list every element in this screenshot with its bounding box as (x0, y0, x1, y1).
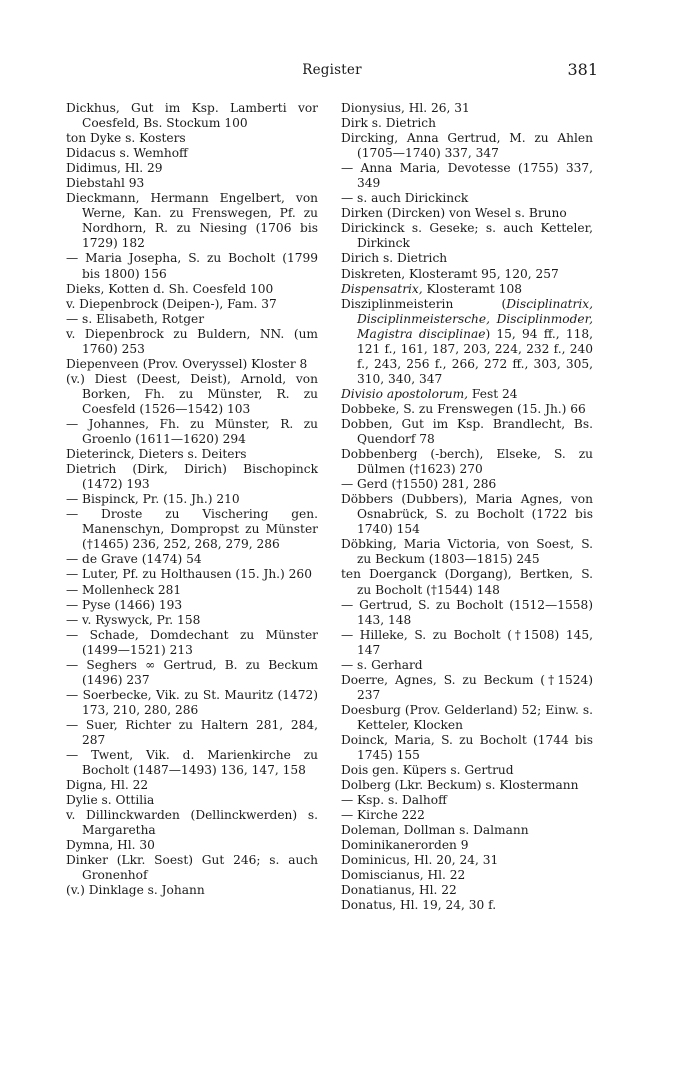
index-entry: — s. Elisabeth, Rotger (66, 311, 205, 326)
index-entry: Didacus s. Wemhoff (66, 146, 188, 161)
entry-text: ten Doerganck (Dorgang), Bertken, S. zu Bocholt (†1544) 148 (341, 567, 593, 597)
index-entry: Dylie s. Ottilia (66, 793, 155, 808)
index-entry (341, 567, 593, 597)
index-entry: — Soerbecke, Vik. zu St. Mauritz (1472) 173, 210, 280, 286 (66, 687, 318, 717)
index-entry: — Bispinck, Pr. (15. Jh.) 210 (66, 492, 240, 507)
entry-text: Dionysius, Hl. 26, 31 (341, 101, 470, 115)
index-entry: Dinker (Lkr. Soest) Gut 246; s. auch Gronenhof (66, 853, 318, 883)
index-entry: v. Diepenbrock zu Buldern, NN. (um 1760) 253 (66, 326, 318, 356)
entry-text: Disziplinmeisterin ( (341, 296, 507, 311)
index-entry (341, 658, 593, 673)
entry-text: Doinck, Maria, S. zu Bocholt (1744 bis 1745) 155 (341, 732, 593, 763)
index-entry (341, 131, 593, 161)
index-entry: — Suer, Richter zu Haltern 281, 284, 287 (66, 717, 318, 747)
index-entry: — Seghers ∞ Gertrud, B. zu Beckum (1496) 237 (66, 657, 318, 687)
entry-text: Doleman, Dollman s. Dalmann (341, 823, 529, 838)
index-entry (341, 703, 593, 733)
entry-text: Domiscianus, Hl. 22 (341, 868, 466, 883)
entry-text: — Gertrud, S. zu Bocholt (1512—1558) 143, 148 (341, 597, 593, 627)
entry-text: — s. Gerhard (341, 657, 423, 672)
index-entry (341, 251, 593, 266)
index-entry (341, 221, 593, 251)
italic-term: Dispensatrix, (341, 281, 423, 296)
index-entry: v. Dillinckwarden (Dellinckwerden) s. Margaretha (66, 808, 318, 838)
index-entry: Diepenveen (Prov. Overyssel) Kloster 8 (66, 356, 308, 371)
index-entry (341, 282, 593, 297)
index-entry: — Maria Josepha, S. zu Bocholt (1799 bis 1800) 156 (66, 251, 318, 281)
entry-text: Dobbeke, S. zu Frenswegen (15. Jh.) 66 (341, 401, 586, 416)
index-entry (341, 778, 593, 793)
index-entry: Dymna, Hl. 30 (66, 838, 155, 853)
index-entry (341, 883, 593, 898)
index-entry (341, 492, 593, 537)
index-entry: — Luter, Pf. zu Holthausen (15. Jh.) 260 (66, 567, 312, 582)
index-entry: ton Dyke s. Kosters (66, 131, 186, 146)
page-header (66, 62, 598, 82)
index-entry (341, 206, 593, 221)
index-entry (341, 793, 593, 808)
italic-term: Divisio apostolorum, (341, 386, 469, 401)
index-entry (341, 161, 593, 191)
index-entry: — Droste zu Vischering gen. Manenschyn, Dompropst zu Münster (†1465) 236, 252, 268, 279, 286 (66, 507, 318, 552)
index-entry (341, 628, 593, 658)
entry-text: Dirickinck s. Geseke; s. auch Ketteler, Dirkinck (341, 221, 593, 251)
entry-text: Dirk s. Dietrich (341, 116, 436, 131)
index-column-left (66, 101, 318, 898)
index-entry (341, 808, 593, 823)
index-entry (341, 387, 593, 402)
italic-term: Disciplinatrix, Disciplinmeistersche, Disciplinmoder, Magistra disciplinae (357, 296, 593, 341)
entry-text: — Gerd (†1550) 281, 286 (341, 477, 497, 492)
index-entry (341, 853, 593, 868)
running-title: Register (302, 62, 362, 78)
entry-text: Diskreten, Klosteramt 95, 120, 257 (341, 266, 559, 281)
index-column-right (341, 101, 593, 914)
entry-text: Dominikanerorden 9 (341, 838, 469, 853)
entry-text: Dobbenberg (-berch), Elseke, S. zu Dülmen (†1623) 270 (341, 447, 593, 477)
entry-text: Donatus, Hl. 19, 24, 30 f. (341, 898, 497, 913)
index-entry (341, 402, 593, 417)
index-entry (341, 673, 593, 703)
index-entry (341, 191, 593, 206)
index-entry: (v.) Diest (Deest, Deist), Arnold, von Borken, Fh. zu Münster, R. zu Coesfeld (1526—1542) 103 (66, 371, 318, 416)
index-entry: — de Grave (1474) 54 (66, 552, 202, 567)
index-entry: Dietrich (Dirk, Dirich) Bischopinck (1472) 193 (66, 462, 318, 492)
index-entry (341, 297, 593, 387)
entry-text: — s. auch Dirickinck (341, 191, 469, 206)
entry-text: Dircking, Anna Gertrud, M. zu Ahlen (1705—1740) 337, 347 (341, 131, 593, 161)
index-entry: (v.) Dinklage s. Johann (66, 883, 205, 898)
index-entry: — v. Ryswyck, Pr. 158 (66, 612, 201, 627)
entry-text: Klosteramt 108 (422, 281, 522, 296)
entry-text: ) 15, 94 ff., 118, 121 f., 161, 187, 203, 224, 232 f., 240 f., 243, 256 f., 266, 272 ff., 303, 305, 310, 340, 347 (357, 326, 593, 386)
index-entry (341, 763, 593, 778)
index-entry (341, 823, 593, 838)
index-entry (341, 868, 593, 883)
index-entry (341, 838, 593, 853)
index-entry: Digna, Hl. 22 (66, 778, 149, 793)
index-entry (341, 101, 593, 116)
entry-text: Döbking, Maria Victoria, von Soest, S. zu Beckum (1803—1815) 245 (341, 537, 593, 567)
entry-text: Dirken (Dircken) von Wesel s. Bruno (341, 206, 567, 221)
page-number: 381 (567, 60, 598, 79)
entry-text: Dois gen. Küpers s. Gertrud (341, 763, 514, 778)
index-entry (341, 477, 593, 492)
index-entry: — Schade, Domdechant zu Münster (1499—1521) 213 (66, 627, 318, 657)
index-entry (341, 733, 593, 763)
index-entry (341, 116, 593, 131)
entry-text: — Anna Maria, Devotesse (1755) 337, 349 (341, 161, 593, 191)
index-entry: — Twent, Vik. d. Marienkirche zu Bocholt (1487—1493) 136, 147, 158 (66, 748, 318, 778)
entry-text: Dominicus, Hl. 20, 24, 31 (341, 853, 499, 868)
entry-text: — Kirche 222 (341, 808, 425, 823)
index-entry: — Mollenheck 281 (66, 582, 182, 597)
entry-text: Doerre, Agnes, S. zu Beckum (†1524) 237 (341, 672, 593, 702)
index-entry (341, 537, 593, 567)
index-entry: Diebstahl 93 (66, 176, 145, 191)
entry-text: Döbbers (Dubbers), Maria Agnes, von Osnabrück, S. zu Bocholt (1722 bis 1740) 154 (341, 492, 593, 537)
index-entry (341, 267, 593, 282)
index-entry (341, 898, 593, 913)
entry-text: Dirich s. Dietrich (341, 251, 448, 266)
entry-text: Donatianus, Hl. 22 (341, 883, 457, 898)
entry-text: Doesburg (Prov. Gelderland) 52; Einw. s. Ketteler, Klocken (341, 702, 593, 732)
index-entry: — Pyse (1466) 193 (66, 597, 183, 612)
index-entry (341, 598, 593, 628)
index-entry: Dickhus, Gut im Ksp. Lamberti vor Coesfeld, Bs. Stockum 100 (66, 101, 318, 131)
index-entry: Didimus, Hl. 29 (66, 161, 163, 176)
entry-text: — Ksp. s. Dalhoff (341, 793, 447, 808)
entry-text: Fest 24 (468, 386, 518, 401)
index-entry (341, 447, 593, 477)
entry-text: — Hilleke, S. zu Bocholt (†1508) 145, 147 (341, 627, 593, 657)
index-entry (341, 417, 593, 447)
entry-text: Dolberg (Lkr. Beckum) s. Klostermann (341, 778, 579, 793)
index-entry: Dieckmann, Hermann Engelbert, von Werne, Kan. zu Frenswegen, Pf. zu Nordhorn, R. zu Niesing (1706 bis 1729) 182 (66, 191, 318, 251)
index-entry: — Johannes, Fh. zu Münster, R. zu Groenlo (1611—1620) 294 (66, 416, 318, 447)
index-entry: Dieterinck, Dieters s. Deiters (66, 447, 247, 462)
entry-text: Dobben, Gut im Ksp. Brandlecht, Bs. Quendorf 78 (341, 416, 593, 447)
index-entry: v. Diepenbrock (Deipen-), Fam. 37 (66, 296, 277, 311)
index-entry: Dieks, Kotten d. Sh. Coesfeld 100 (66, 281, 274, 296)
